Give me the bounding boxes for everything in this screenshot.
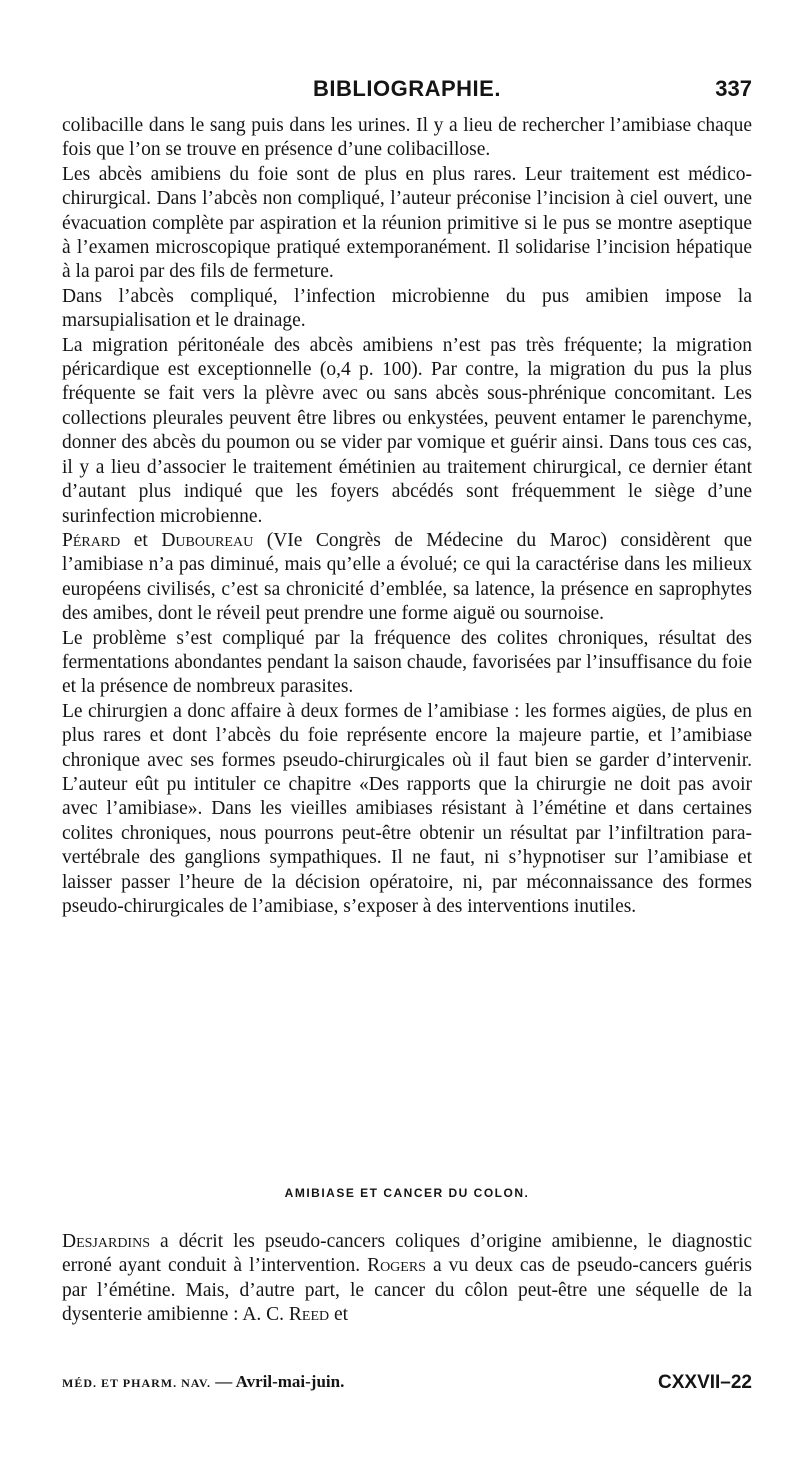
paragraph-perard bbox=[62, 529, 752, 627]
page-footer bbox=[62, 1372, 752, 1402]
page-header bbox=[62, 72, 752, 106]
paragraph: Le chirurgien a donc affaire à deux formes de l’amibiase : les formes aigües, de plus en plus rares et dont l’abcès du foie représente encore la majeure partie, et l’amibiase chronique avec ses formes pseudo-chirurgicales où il faut bien se garder d’intervenir. L’auteur eût pu intituler ce chapitre «Des rapports que la chirurgie ne doit pas avoir avec l’amibiase». Dans les vieilles amibiases résistant à l’émétine et dans certaines colites chroniques, nous pourrons peut-être obtenir un résultat par l’infiltration para-vertébrale des ganglions sympathiques. Il ne faut, ni s’hypnotiser sur l’amibiase et laisser passer l’heure de la décision opératoire, ni, par méconnaissance des formes pseudo-chirurgicales de l’amibiase, s’exposer à des interventions inutiles. bbox=[62, 700, 752, 917]
paragraph: Le problème s’est compliqué par la fréquence des colites chroniques, résultat des fermentations abondantes pendant la saison chaude, favorisées par l’insuffisance du foie et la présence de nombreux parasites. bbox=[62, 627, 752, 698]
footer-volume: CXXVII–22 bbox=[658, 1372, 752, 1393]
text-span: (VIe Congrès de Médecine du Maroc) considèrent que l’amibiase n’a pas diminué, mais qu’elle a évolué; ce qui la caractérise dans les milieux européens civilisés, c’est sa chronicité d’emblée, sa latence, la présence en saprophytes des amibes, dont le réveil peut prendre une forme aiguë ou sournoise. bbox=[62, 529, 752, 625]
footer-journal bbox=[62, 1372, 344, 1392]
text-span: a décrit les pseudo-cancers coliques d’origine amibienne, le diagnostic erroné ayant conduit à l’intervention. bbox=[62, 1231, 752, 1277]
author-name: Rogers bbox=[367, 1255, 426, 1277]
paragraph-desjardins bbox=[62, 1230, 752, 1328]
text-span: et bbox=[329, 1304, 349, 1326]
author-name: Reed bbox=[288, 1304, 330, 1326]
paragraph: colibacille dans le sang puis dans les urines. Il y a lieu de rechercher l’amibiase chaque fois que l’on se trouve en présence d’une colibacillose. bbox=[62, 115, 752, 161]
section-text bbox=[62, 1230, 752, 1328]
journal-abbrev: MÉD. ET PHARM. NAV. bbox=[62, 1376, 212, 1390]
page-number: 337 bbox=[715, 76, 752, 101]
footer-dash: — bbox=[211, 1372, 236, 1391]
paragraph: Dans l’abcès compliqué, l’infection microbienne du pus amibien impose la marsupialisation et le drainage. bbox=[62, 285, 752, 332]
author-name: Pérard bbox=[62, 529, 121, 551]
text-span: a vu deux cas de pseudo-cancers guéris par l’émétine. Mais, d’autre part, le cancer du côlon peut-être une séquelle de la dysenterie amibienne : A. C. bbox=[62, 1255, 752, 1326]
paragraph: La migration péritonéale des abcès amibiens n’est pas très fréquente; la migration péricardique est exceptionnelle (o,4 p. 100). Par contre, la migration du pus la plus fréquente se fait vers la plèvre avec ou sans abcès sous-phrénique concomitant. Les collections pleurales peuvent être libres ou enkystées, peuvent entamer le parenchyme, donner des abcès du poumon ou se vider par vomique et guérir ainsi. Dans tous ces cas, il y a lieu d’associer le traitement émétinien au traitement chirurgical, ce dernier étant d’autant plus indiqué que les foyers abcédés sont fréquemment le siège d’une surinfection microbienne. bbox=[62, 334, 752, 527]
paragraph: Les abcès amibiens du foie sont de plus en plus rares. Leur traitement est médico-chirurgical. Dans l’abcès non compliqué, l’auteur préconise l’incision à ciel ouvert, une évacuation complète par aspiration et la réunion primitive si le pus se montre aseptique à l’examen microscopique pratiqué extemporanément. Il solidarise l’incision hépatique à la paroi par des fils de fermeture. bbox=[62, 163, 752, 283]
footer-issue: Avril-mai-juin. bbox=[235, 1372, 345, 1391]
main-text bbox=[62, 114, 752, 919]
author-name: Duboureau bbox=[161, 529, 254, 551]
author-name: Desjardins bbox=[62, 1231, 150, 1252]
text-span: et bbox=[120, 529, 162, 551]
running-title: BIBLIOGRAPHIE. bbox=[313, 76, 501, 101]
section-heading: AMIBIASE ET CANCER DU COLON. bbox=[284, 1186, 530, 1200]
